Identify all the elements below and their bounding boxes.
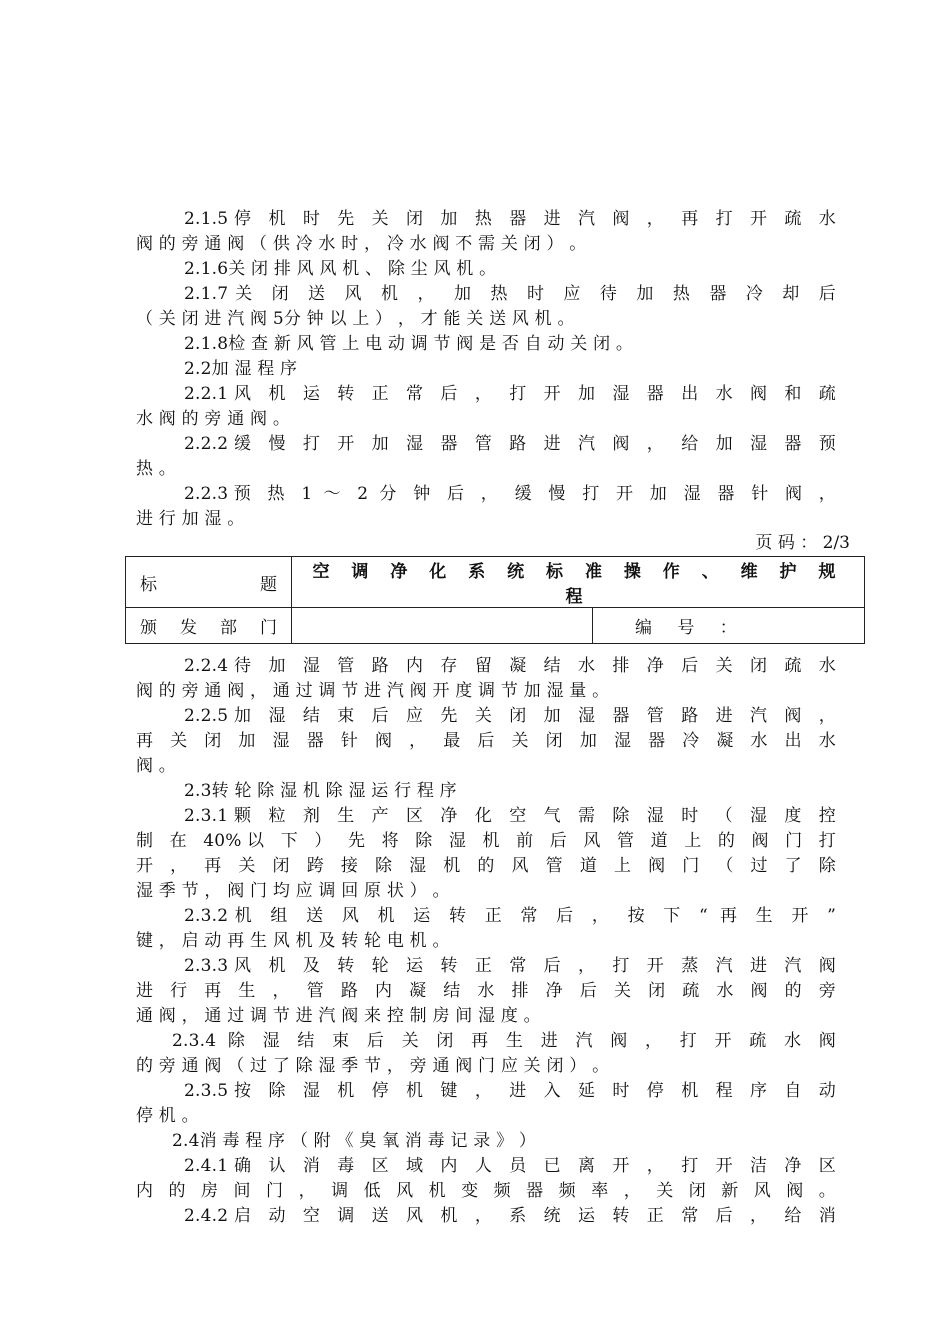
text-line: 2.3.2机 组 送 风 机 运 转 正 常 后 ， 按 下 “ 再 生 开 ” — [184, 906, 836, 926]
text-line: 2.2.1风 机 运 转 正 常 后 ， 打 开 加 湿 器 出 水 阀 和 疏 — [184, 384, 836, 404]
text-line: 内 的 房 间 门 ， 调 低 风 机 变 频 器 频 率 ， 关 闭 新 风 阀 。 — [136, 1181, 836, 1201]
text-line: 2.2.5加 湿 结 束 后 应 先 关 闭 加 湿 器 管 路 进 汽 阀 ， — [184, 706, 836, 726]
text-line: 湿 季 节 ， 阀 门 均 应 调 回 原 状 ） 。 — [136, 881, 450, 901]
text-line: 2.1.5停 机 时 先 关 闭 加 热 器 进 汽 阀 ， 再 打 开 疏 水 — [184, 209, 836, 229]
text-line: 热 。 — [136, 459, 177, 479]
text-line: 通 阀 ， 通 过 调 节 进 汽 阀 来 控 制 房 间 湿 度 。 — [136, 1006, 541, 1026]
text-line: 停 机 。 — [136, 1106, 199, 1126]
text-line: 2.3.1颗 粒 剂 生 产 区 净 化 空 气 需 除 湿 时 （ 湿 度 控 — [184, 806, 836, 826]
text-line: 阀 的 旁 通 阀 ， 通 过 调 节 进 汽 阀 开 度 调 节 加 湿 量 。 — [136, 681, 610, 701]
number-label: 编 号 ： — [593, 608, 865, 644]
page-code: 页 码 ： 2/3 — [755, 533, 850, 553]
text-line: 2.3.4 除 湿 结 束 后 关 闭 再 生 进 汽 阀 ， 打 开 疏 水 阀 — [172, 1031, 836, 1051]
text-line: 制 在 40%以 下 ） 先 将 除 湿 机 前 后 风 管 道 上 的 阀 门 打 — [136, 831, 836, 851]
text-line: 2.4.2启 动 空 调 送 风 机 ， 系 统 运 转 正 常 后 ， 给 消 — [184, 1206, 836, 1226]
document-title: 空 调 净 化 系 统 标 准 操 作 、 维 护 规 程 — [292, 557, 865, 608]
document-header-table — [125, 556, 865, 644]
title-label: 标题 — [140, 574, 277, 595]
text-line: 的 旁 通 阀 （ 过 了 除 湿 季 节 ， 旁 通 阀 门 应 关 闭 ） 。 — [136, 1056, 610, 1076]
text-line: 2.3.5按 除 湿 机 停 机 键 ， 进 入 延 时 停 机 程 序 自 动 — [184, 1081, 836, 1101]
text-line: 2.3转 轮 除 湿 机 除 湿 运 行 程 序 — [184, 781, 457, 801]
text-line: 阀 。 — [136, 756, 177, 776]
text-line: 2.2.3预 热 1 ～ 2 分 钟 后 ， 缓 慢 打 开 加 湿 器 针 阀 ， — [184, 484, 836, 504]
text-line: 开 ， 再 关 闭 跨 接 除 湿 机 的 风 管 道 上 阀 门 （ 过 了 除 — [136, 856, 836, 876]
text-line: 2.4消 毒 程 序 （ 附 《 臭 氧 消 毒 记 录 》 ） — [172, 1131, 537, 1151]
text-line: 2.3.3风 机 及 转 轮 运 转 正 常 后 ， 打 开 蒸 汽 进 汽 阀 — [184, 956, 836, 976]
text-line: 2.2.4待 加 湿 管 路 内 存 留 凝 结 水 排 净 后 关 闭 疏 水 — [184, 656, 836, 676]
text-line: 阀 的 旁 通 阀 （ 供 冷 水 时 ， 冷 水 阀 不 需 关 闭 ） 。 — [136, 234, 587, 254]
text-line: 2.1.8检 查 新 风 管 上 电 动 调 节 阀 是 否 自 动 关 闭 。 — [184, 334, 634, 354]
text-line: 2.2加 湿 程 序 — [184, 359, 298, 379]
text-line: 水 阀 的 旁 通 阀 。 — [136, 409, 291, 429]
text-line: 2.4.1确 认 消 毒 区 域 内 人 员 已 离 开 ， 打 开 洁 净 区 — [184, 1156, 836, 1176]
title-label-cell — [126, 557, 292, 608]
dept-label-cell — [126, 608, 292, 644]
dept-value — [292, 608, 593, 644]
text-line: （ 关 闭 进 汽 阀 5分 钟 以 上 ） ， 才 能 关 送 风 机 。 — [136, 309, 575, 329]
text-line: 进 行 加 湿 。 — [136, 509, 245, 529]
text-line: 2.2.2缓 慢 打 开 加 湿 器 管 路 进 汽 阀 ， 给 加 湿 器 预 — [184, 434, 836, 454]
text-line: 2.1.6关 闭 排 风 风 机 、 除 尘 风 机 。 — [184, 259, 497, 279]
dept-label: 颁发部门 — [140, 618, 277, 638]
text-line: 进 行 再 生 ， 管 路 内 凝 结 水 排 净 后 关 闭 疏 水 阀 的 旁 — [136, 981, 836, 1001]
text-line: 再 关 闭 加 湿 器 针 阀 ， 最 后 关 闭 加 湿 器 冷 凝 水 出 水 — [136, 731, 836, 751]
text-line: 2.1.7关 闭 送 风 机 ， 加 热 时 应 待 加 热 器 冷 却 后 — [184, 284, 836, 304]
text-line: 键 ， 启 动 再 生 风 机 及 转 轮 电 机 。 — [136, 931, 450, 951]
